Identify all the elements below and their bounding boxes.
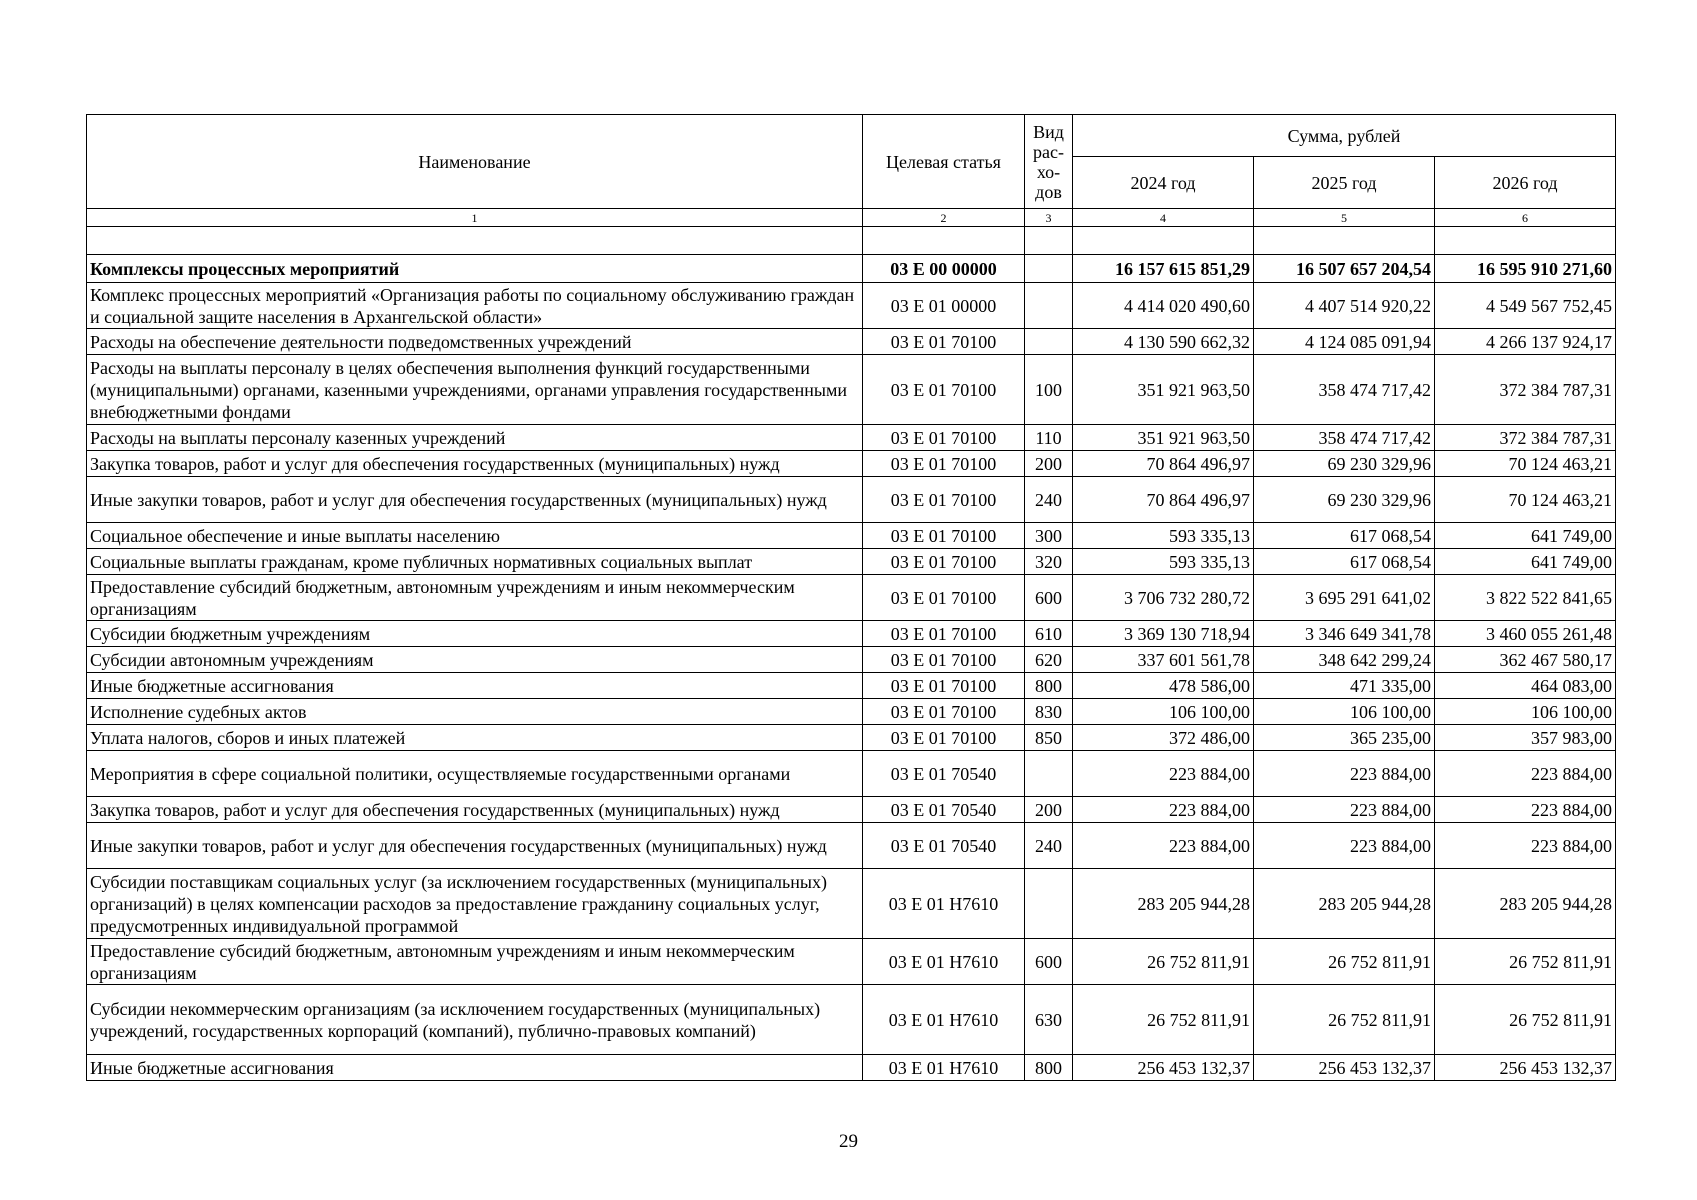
row-name: Уплата налогов, сборов и иных платежей (87, 725, 863, 751)
row-name: Расходы на выплаты персоналу в целях обеспечения выполнения функций государственными (муниципальными) органами, казенными учреждениями, органами управления государственными внебюджетными фондами (87, 355, 863, 425)
row-expense-type: 630 (1025, 985, 1073, 1055)
table-row (87, 985, 1616, 1055)
row-sum-2025: 106 100,00 (1254, 699, 1435, 725)
row-name: Закупка товаров, работ и услуг для обеспечения государственных (муниципальных) нужд (87, 797, 863, 823)
row-name: Мероприятия в сфере социальной политики, осуществляемые государственными органами (87, 751, 863, 797)
row-target-article: 03 Е 01 70100 (863, 725, 1025, 751)
row-sum-2026: 372 384 787,31 (1435, 425, 1616, 451)
row-sum-2026: 3 460 055 261,48 (1435, 621, 1616, 647)
row-sum-2026: 283 205 944,28 (1435, 869, 1616, 939)
row-target-article: 03 Е 01 70100 (863, 451, 1025, 477)
row-expense-type (1025, 751, 1073, 797)
row-sum-2025: 69 230 329,96 (1254, 477, 1435, 523)
row-name: Иные бюджетные ассигнования (87, 673, 863, 699)
table-row (87, 699, 1616, 725)
row-sum-2024: 223 884,00 (1073, 797, 1254, 823)
column-number: 2 (863, 209, 1025, 227)
row-sum-2026: 4 266 137 924,17 (1435, 329, 1616, 355)
row-sum-2026: 641 749,00 (1435, 523, 1616, 549)
row-sum-2026: 223 884,00 (1435, 751, 1616, 797)
row-sum-2026: 3 822 522 841,65 (1435, 575, 1616, 621)
table-row (87, 355, 1616, 425)
column-number: 4 (1073, 209, 1254, 227)
row-sum-2025: 4 407 514 920,22 (1254, 283, 1435, 329)
table-row (87, 823, 1616, 869)
row-sum-2025: 256 453 132,37 (1254, 1055, 1435, 1081)
header-sum: Сумма, рублей (1073, 115, 1616, 157)
row-target-article: 03 Е 01 70100 (863, 355, 1025, 425)
row-target-article: 03 Е 00 00000 (863, 255, 1025, 283)
table-row (87, 869, 1616, 939)
table-row (87, 425, 1616, 451)
row-sum-2025: 617 068,54 (1254, 523, 1435, 549)
row-sum-2026: 256 453 132,37 (1435, 1055, 1616, 1081)
row-sum-2024: 26 752 811,91 (1073, 985, 1254, 1055)
row-expense-type: 800 (1025, 673, 1073, 699)
header-year-2026: 2026 год (1435, 157, 1616, 209)
row-expense-type: 200 (1025, 451, 1073, 477)
row-target-article: 03 Е 01 70540 (863, 797, 1025, 823)
row-expense-type (1025, 869, 1073, 939)
row-sum-2026: 372 384 787,31 (1435, 355, 1616, 425)
row-target-article: 03 Е 01 70540 (863, 823, 1025, 869)
row-sum-2025: 471 335,00 (1254, 673, 1435, 699)
row-sum-2025: 69 230 329,96 (1254, 451, 1435, 477)
row-expense-type (1025, 255, 1073, 283)
row-target-article: 03 Е 01 70100 (863, 477, 1025, 523)
row-name: Расходы на выплаты персоналу казенных учреждений (87, 425, 863, 451)
table-row (87, 647, 1616, 673)
budget-table (86, 114, 1616, 1081)
row-expense-type: 830 (1025, 699, 1073, 725)
row-name: Иные закупки товаров, работ и услуг для обеспечения государственных (муниципальных) нужд (87, 823, 863, 869)
row-sum-2024: 70 864 496,97 (1073, 451, 1254, 477)
row-target-article: 03 Е 01 Н7610 (863, 985, 1025, 1055)
row-expense-type: 620 (1025, 647, 1073, 673)
row-sum-2025: 26 752 811,91 (1254, 939, 1435, 985)
row-sum-2026: 106 100,00 (1435, 699, 1616, 725)
table-row (87, 621, 1616, 647)
header-year-2025: 2025 год (1254, 157, 1435, 209)
table-row (87, 549, 1616, 575)
row-sum-2024: 593 335,13 (1073, 523, 1254, 549)
row-sum-2024: 223 884,00 (1073, 823, 1254, 869)
table-row (87, 575, 1616, 621)
table-row (87, 751, 1616, 797)
row-name: Субсидии некоммерческим организациям (за исключением государственных (муниципальных) учреждений, государственных корпораций (компаний), публично-правовых компаний) (87, 985, 863, 1055)
row-sum-2025: 283 205 944,28 (1254, 869, 1435, 939)
row-sum-2024: 593 335,13 (1073, 549, 1254, 575)
header-name: Наименование (87, 115, 863, 209)
row-target-article: 03 Е 01 70100 (863, 425, 1025, 451)
table-row (87, 673, 1616, 699)
table-body (87, 255, 1616, 1081)
row-name: Иные бюджетные ассигнования (87, 1055, 863, 1081)
row-sum-2025: 358 474 717,42 (1254, 425, 1435, 451)
row-target-article: 03 Е 01 Н7610 (863, 939, 1025, 985)
row-sum-2024: 4 130 590 662,32 (1073, 329, 1254, 355)
header-target-article: Целевая статья (863, 115, 1025, 209)
row-expense-type: 600 (1025, 939, 1073, 985)
row-sum-2025: 26 752 811,91 (1254, 985, 1435, 1055)
row-expense-type: 240 (1025, 823, 1073, 869)
row-name: Исполнение судебных актов (87, 699, 863, 725)
row-sum-2026: 223 884,00 (1435, 797, 1616, 823)
row-sum-2024: 351 921 963,50 (1073, 425, 1254, 451)
row-name: Социальные выплаты гражданам, кроме публичных нормативных социальных выплат (87, 549, 863, 575)
row-target-article: 03 Е 01 70100 (863, 673, 1025, 699)
row-sum-2024: 351 921 963,50 (1073, 355, 1254, 425)
table-row (87, 725, 1616, 751)
table-row (87, 1055, 1616, 1081)
row-sum-2026: 641 749,00 (1435, 549, 1616, 575)
column-number: 5 (1254, 209, 1435, 227)
row-sum-2025: 617 068,54 (1254, 549, 1435, 575)
row-name: Субсидии автономным учреждениям (87, 647, 863, 673)
row-expense-type (1025, 329, 1073, 355)
row-sum-2025: 348 642 299,24 (1254, 647, 1435, 673)
row-sum-2024: 337 601 561,78 (1073, 647, 1254, 673)
row-sum-2026: 70 124 463,21 (1435, 451, 1616, 477)
row-sum-2024: 372 486,00 (1073, 725, 1254, 751)
row-sum-2026: 70 124 463,21 (1435, 477, 1616, 523)
column-numbers-row (87, 209, 1616, 227)
row-sum-2024: 3 706 732 280,72 (1073, 575, 1254, 621)
row-sum-2026: 223 884,00 (1435, 823, 1616, 869)
row-sum-2026: 464 083,00 (1435, 673, 1616, 699)
row-name: Предоставление субсидий бюджетным, автономным учреждениям и иным некоммерческим организациям (87, 575, 863, 621)
row-target-article: 03 Е 01 70100 (863, 575, 1025, 621)
row-sum-2024: 478 586,00 (1073, 673, 1254, 699)
row-sum-2025: 3 695 291 641,02 (1254, 575, 1435, 621)
column-number: 6 (1435, 209, 1616, 227)
column-number: 1 (87, 209, 863, 227)
row-target-article: 03 Е 01 70100 (863, 647, 1025, 673)
row-sum-2026: 4 549 567 752,45 (1435, 283, 1616, 329)
row-target-article: 03 Е 01 00000 (863, 283, 1025, 329)
row-name: Субсидии бюджетным учреждениям (87, 621, 863, 647)
row-name: Расходы на обеспечение деятельности подведомственных учреждений (87, 329, 863, 355)
row-sum-2024: 106 100,00 (1073, 699, 1254, 725)
row-sum-2025: 223 884,00 (1254, 751, 1435, 797)
row-sum-2026: 362 467 580,17 (1435, 647, 1616, 673)
row-target-article: 03 Е 01 70100 (863, 699, 1025, 725)
row-expense-type: 100 (1025, 355, 1073, 425)
row-name: Комплекс процессных мероприятий «Организация работы по социальному обслуживанию граждан и социальной защите населения в Архангельской области» (87, 283, 863, 329)
header-expense-type: Вид рас-хо-дов (1025, 115, 1073, 209)
spacer-row (87, 227, 1616, 255)
row-sum-2024: 283 205 944,28 (1073, 869, 1254, 939)
row-target-article: 03 Е 01 70100 (863, 329, 1025, 355)
header-year-2024: 2024 год (1073, 157, 1254, 209)
row-sum-2025: 223 884,00 (1254, 823, 1435, 869)
table-row (87, 477, 1616, 523)
table-row (87, 523, 1616, 549)
row-target-article: 03 Е 01 Н7610 (863, 869, 1025, 939)
row-sum-2024: 4 414 020 490,60 (1073, 283, 1254, 329)
table-row (87, 255, 1616, 283)
row-target-article: 03 Е 01 70100 (863, 523, 1025, 549)
row-sum-2024: 26 752 811,91 (1073, 939, 1254, 985)
table-row (87, 283, 1616, 329)
row-name: Субсидии поставщикам социальных услуг (за исключением государственных (муниципальных) организаций) в целях компенсации расходов за предоставление гражданину социальных услуг, предусмотренных индивидуальной программой (87, 869, 863, 939)
row-expense-type: 110 (1025, 425, 1073, 451)
row-sum-2025: 365 235,00 (1254, 725, 1435, 751)
row-target-article: 03 Е 01 70100 (863, 549, 1025, 575)
budget-table-sheet (86, 114, 1616, 1081)
row-expense-type: 850 (1025, 725, 1073, 751)
row-sum-2025: 223 884,00 (1254, 797, 1435, 823)
row-target-article: 03 Е 01 70100 (863, 621, 1025, 647)
row-expense-type: 610 (1025, 621, 1073, 647)
page-number: 29 (839, 1131, 858, 1152)
row-sum-2024: 70 864 496,97 (1073, 477, 1254, 523)
column-number: 3 (1025, 209, 1073, 227)
table-row (87, 939, 1616, 985)
row-sum-2024: 3 369 130 718,94 (1073, 621, 1254, 647)
row-expense-type: 300 (1025, 523, 1073, 549)
row-sum-2025: 16 507 657 204,54 (1254, 255, 1435, 283)
row-expense-type: 240 (1025, 477, 1073, 523)
row-expense-type (1025, 283, 1073, 329)
row-sum-2025: 358 474 717,42 (1254, 355, 1435, 425)
row-sum-2024: 256 453 132,37 (1073, 1055, 1254, 1081)
row-name: Предоставление субсидий бюджетным, автономным учреждениям и иным некоммерческим организациям (87, 939, 863, 985)
table-row (87, 451, 1616, 477)
row-sum-2024: 16 157 615 851,29 (1073, 255, 1254, 283)
row-name: Социальное обеспечение и иные выплаты населению (87, 523, 863, 549)
row-name: Закупка товаров, работ и услуг для обеспечения государственных (муниципальных) нужд (87, 451, 863, 477)
row-sum-2026: 26 752 811,91 (1435, 939, 1616, 985)
table-row (87, 329, 1616, 355)
row-name: Комплексы процессных мероприятий (87, 255, 863, 283)
row-expense-type: 200 (1025, 797, 1073, 823)
row-name: Иные закупки товаров, работ и услуг для обеспечения государственных (муниципальных) нужд (87, 477, 863, 523)
row-expense-type: 320 (1025, 549, 1073, 575)
row-sum-2026: 16 595 910 271,60 (1435, 255, 1616, 283)
row-sum-2025: 4 124 085 091,94 (1254, 329, 1435, 355)
row-sum-2025: 3 346 649 341,78 (1254, 621, 1435, 647)
row-target-article: 03 Е 01 Н7610 (863, 1055, 1025, 1081)
row-expense-type: 600 (1025, 575, 1073, 621)
table-row (87, 797, 1616, 823)
row-expense-type: 800 (1025, 1055, 1073, 1081)
row-target-article: 03 Е 01 70540 (863, 751, 1025, 797)
row-sum-2026: 26 752 811,91 (1435, 985, 1616, 1055)
row-sum-2024: 223 884,00 (1073, 751, 1254, 797)
row-sum-2026: 357 983,00 (1435, 725, 1616, 751)
